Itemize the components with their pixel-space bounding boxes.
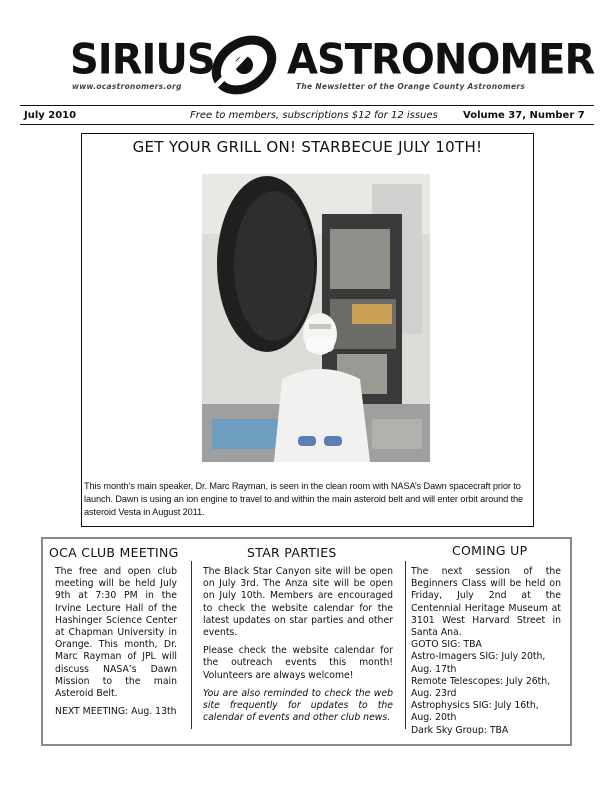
issue-rule: [20, 124, 594, 125]
coming-up-item: GOTO SIG: TBA: [411, 639, 482, 651]
coming-up-item: Dark Sky Group: TBA: [411, 724, 509, 736]
masthead-title-right: ASTRONOMER: [287, 35, 595, 85]
feature-box: [81, 133, 534, 527]
star-parties-para-1: The Black Star Canyon site will be open on July 3rd. The Anza site will be open on July 10th. Members are encouraged to check the website calendar for the latest updates on star parties and other events.: [203, 566, 393, 639]
issue-volume: Volume 37, Number 7: [463, 110, 585, 121]
coming-up-body: [411, 566, 561, 737]
issue-date: July 2010: [24, 110, 77, 121]
masthead-title-left: SIRIUS: [70, 35, 215, 85]
feature-caption: This month’s main speaker, Dr. Marc Rayman, is seen in the clean room with NASA’s Dawn spacecraft prior to launch. Dawn is using an ion engine to travel to and within the main asteroid belt and will enter orbit around the asteroid Vesta in August 2011.: [84, 481, 524, 518]
club-meeting-body: [55, 566, 177, 724]
coming-up-item: Astro-Imagers SIG: July 20th, Aug. 17th: [411, 651, 546, 675]
star-parties-body: [203, 566, 393, 730]
column-divider-1: [191, 561, 192, 729]
next-meeting-text: NEXT MEETING: Aug. 13th: [55, 706, 177, 718]
coming-up-item: Remote Telescopes: July 26th, Aug. 23rd: [411, 675, 551, 700]
feature-photo: [202, 174, 430, 462]
star-parties-heading: STAR PARTIES: [247, 545, 337, 560]
events-box: [41, 537, 572, 746]
coming-up-intro: The next session of the Beginners Class will be held on Friday, July 2nd at the Centennial Heritage Museum at 3101 West Harvard Street in Santa Ana.: [411, 566, 561, 639]
sirius-logo-icon: [204, 28, 284, 102]
feature-headline: GET YOUR GRILL ON! STARBECUE JULY 10TH!: [132, 138, 483, 156]
column-divider-2: [405, 561, 406, 729]
masthead-website: www.ocastronomers.org: [72, 82, 182, 91]
star-parties-para-3: You are also reminded to check the web site frequently for updates to the calendar of events and other club news.: [203, 687, 393, 724]
club-meeting-text: The free and open club meeting will be held July 9th at 7:30 PM in the Irvine Lecture Hall of the Hashinger Science Center at Chapman University in Orange. This month, Dr. Marc Rayman of JPL will discuss NASA’s Dawn Mission to the main Asteroid Belt.: [55, 566, 177, 700]
star-parties-para-2: Please check the website calendar for the outreach events this month! Volunteers are always welcome!: [203, 645, 393, 681]
club-meeting-heading: OCA CLUB MEETING: [49, 545, 179, 560]
masthead-tagline: The Newsletter of the Orange County Astronomers: [296, 82, 526, 91]
issue-price-note: Free to members, subscriptions $12 for 12 issues: [190, 110, 438, 121]
masthead-rule: [20, 105, 594, 106]
coming-up-item: Astrophysics SIG: July 16th, Aug. 20th: [411, 700, 539, 724]
coming-up-heading: COMING UP: [452, 543, 528, 558]
